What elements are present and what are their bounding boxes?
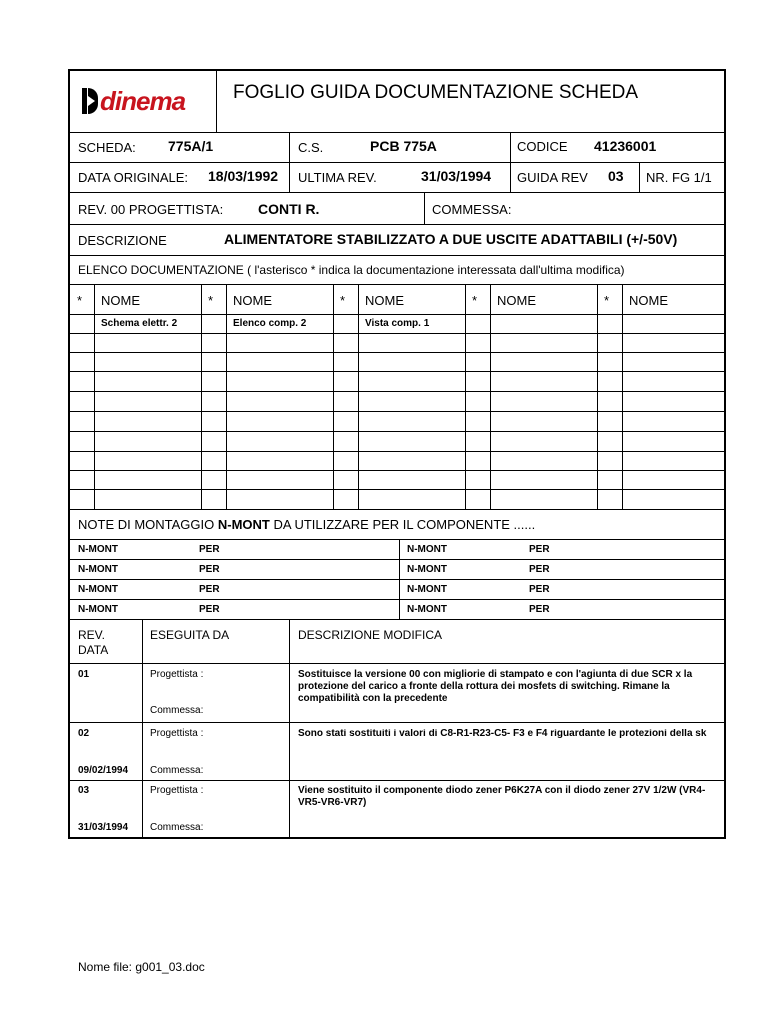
document-entry: Schema elettr. 2 — [101, 318, 178, 329]
guida-rev-value: 03 — [608, 168, 624, 184]
rev-date: 09/02/1994 — [78, 765, 129, 776]
document-entry: Vista comp. 1 — [365, 318, 430, 329]
n-mont-label: N-MONT — [407, 564, 447, 575]
progettista-label: Progettista : — [150, 728, 204, 739]
nome-col-header: NOME — [233, 293, 272, 308]
n-mont-label: N-MONT — [78, 544, 118, 555]
codice-label: CODICE — [517, 139, 568, 154]
nome-col-header: NOME — [101, 293, 140, 308]
n-mont-label: N-MONT — [78, 584, 118, 595]
n-mont-label: N-MONT — [78, 604, 118, 615]
rev-col-header: REV. — [78, 628, 105, 642]
data-col-header: DATA — [78, 643, 109, 657]
data-originale-label: DATA ORIGINALE: — [78, 170, 189, 185]
descrizione-label: DESCRIZIONE — [78, 233, 167, 248]
revision-description: Sono stati sostituiti i valori di C8-R1-R23-C5- F3 e F4 riguardante le protezioni della sk — [298, 729, 707, 739]
ultima-rev-label: ULTIMA REV. — [298, 170, 377, 185]
note-heading: NOTE DI MONTAGGIO N-MONT DA UTILIZZARE PER IL COMPONENTE ...... — [78, 517, 536, 532]
asterisk-col-header: * — [472, 293, 478, 308]
per-label: PER — [529, 564, 550, 575]
guida-rev-label: GUIDA REV — [517, 170, 588, 185]
nome-col-header: NOME — [365, 293, 404, 308]
scheda-label: SCHEDA: — [78, 140, 136, 155]
logo-text: dinema — [100, 85, 186, 116]
nome-col-header: NOME — [497, 293, 536, 308]
commessa-label: Commessa: — [150, 765, 204, 776]
descrizione-modifica-header: DESCRIZIONE MODIFICA — [298, 628, 443, 642]
asterisk-col-header: * — [208, 293, 214, 308]
eseguita-col-header: ESEGUITA DA — [150, 628, 230, 642]
asterisk-col-header: * — [604, 293, 610, 308]
commessa-label: Commessa: — [150, 705, 204, 716]
revision-description: Sostituisce la versione 00 con migliorie di stampato e con l'agiunta di due SCR x la protezione del carico a fronte della rottura dei mosfets di switching. Rimane la compatibilità con la precedente — [298, 669, 693, 704]
rev-progettista-label: REV. 00 PROGETTISTA: — [78, 202, 224, 217]
per-label: PER — [529, 544, 550, 555]
per-label: PER — [199, 544, 220, 555]
documentation-form — [68, 69, 726, 839]
file-name: Nome file: g001_03.doc — [78, 960, 205, 974]
ultima-rev-value: 31/03/1994 — [421, 168, 492, 184]
n-mont-label: N-MONT — [407, 604, 447, 615]
n-mont-label: N-MONT — [407, 544, 447, 555]
n-mont-label: N-MONT — [78, 564, 118, 575]
cs-label: C.S. — [298, 140, 324, 155]
scheda-value: 775A/1 — [168, 138, 214, 154]
data-originale-value: 18/03/1992 — [208, 168, 279, 184]
asterisk-col-header: * — [77, 293, 83, 308]
document-entry: Elenco comp. 2 — [233, 318, 307, 329]
codice-value: 41236001 — [594, 138, 657, 154]
logo-mark-icon — [82, 88, 98, 114]
n-mont-label: N-MONT — [407, 584, 447, 595]
company-logo — [82, 81, 185, 121]
per-label: PER — [199, 564, 220, 575]
nome-col-header: NOME — [629, 293, 668, 308]
per-label: PER — [529, 604, 550, 615]
asterisk-col-header: * — [340, 293, 346, 308]
per-label: PER — [199, 604, 220, 615]
progettista-label: Progettista : — [150, 669, 204, 680]
rev-number: 02 — [78, 728, 90, 739]
progettista-label: Progettista : — [150, 785, 204, 796]
rev-number: 01 — [78, 669, 90, 680]
per-label: PER — [199, 584, 220, 595]
descrizione-value: ALIMENTATORE STABILIZZATO A DUE USCITE ADATTABILI (+/-50V) — [224, 231, 678, 247]
commessa-label: COMMESSA: — [432, 202, 512, 217]
page-title: FOGLIO GUIDA DOCUMENTAZIONE SCHEDA — [233, 82, 639, 103]
rev-date: 31/03/1994 — [78, 822, 129, 833]
elenco-heading: ELENCO DOCUMENTAZIONE ( l'asterisco * indica la documentazione interessata dall'ultima modifica) — [78, 263, 625, 277]
rev-number: 03 — [78, 785, 90, 796]
per-label: PER — [529, 584, 550, 595]
commessa-label: Commessa: — [150, 822, 204, 833]
progettista-value: CONTI R. — [258, 201, 320, 217]
revision-description: Viene sostituito il componente diodo zener P6K27A con il diodo zener 27V 1/2W (VR4-VR5-VR6-VR7) — [298, 785, 706, 808]
cs-value: PCB 775A — [370, 138, 437, 154]
nr-fg: NR. FG 1/1 — [646, 170, 712, 185]
